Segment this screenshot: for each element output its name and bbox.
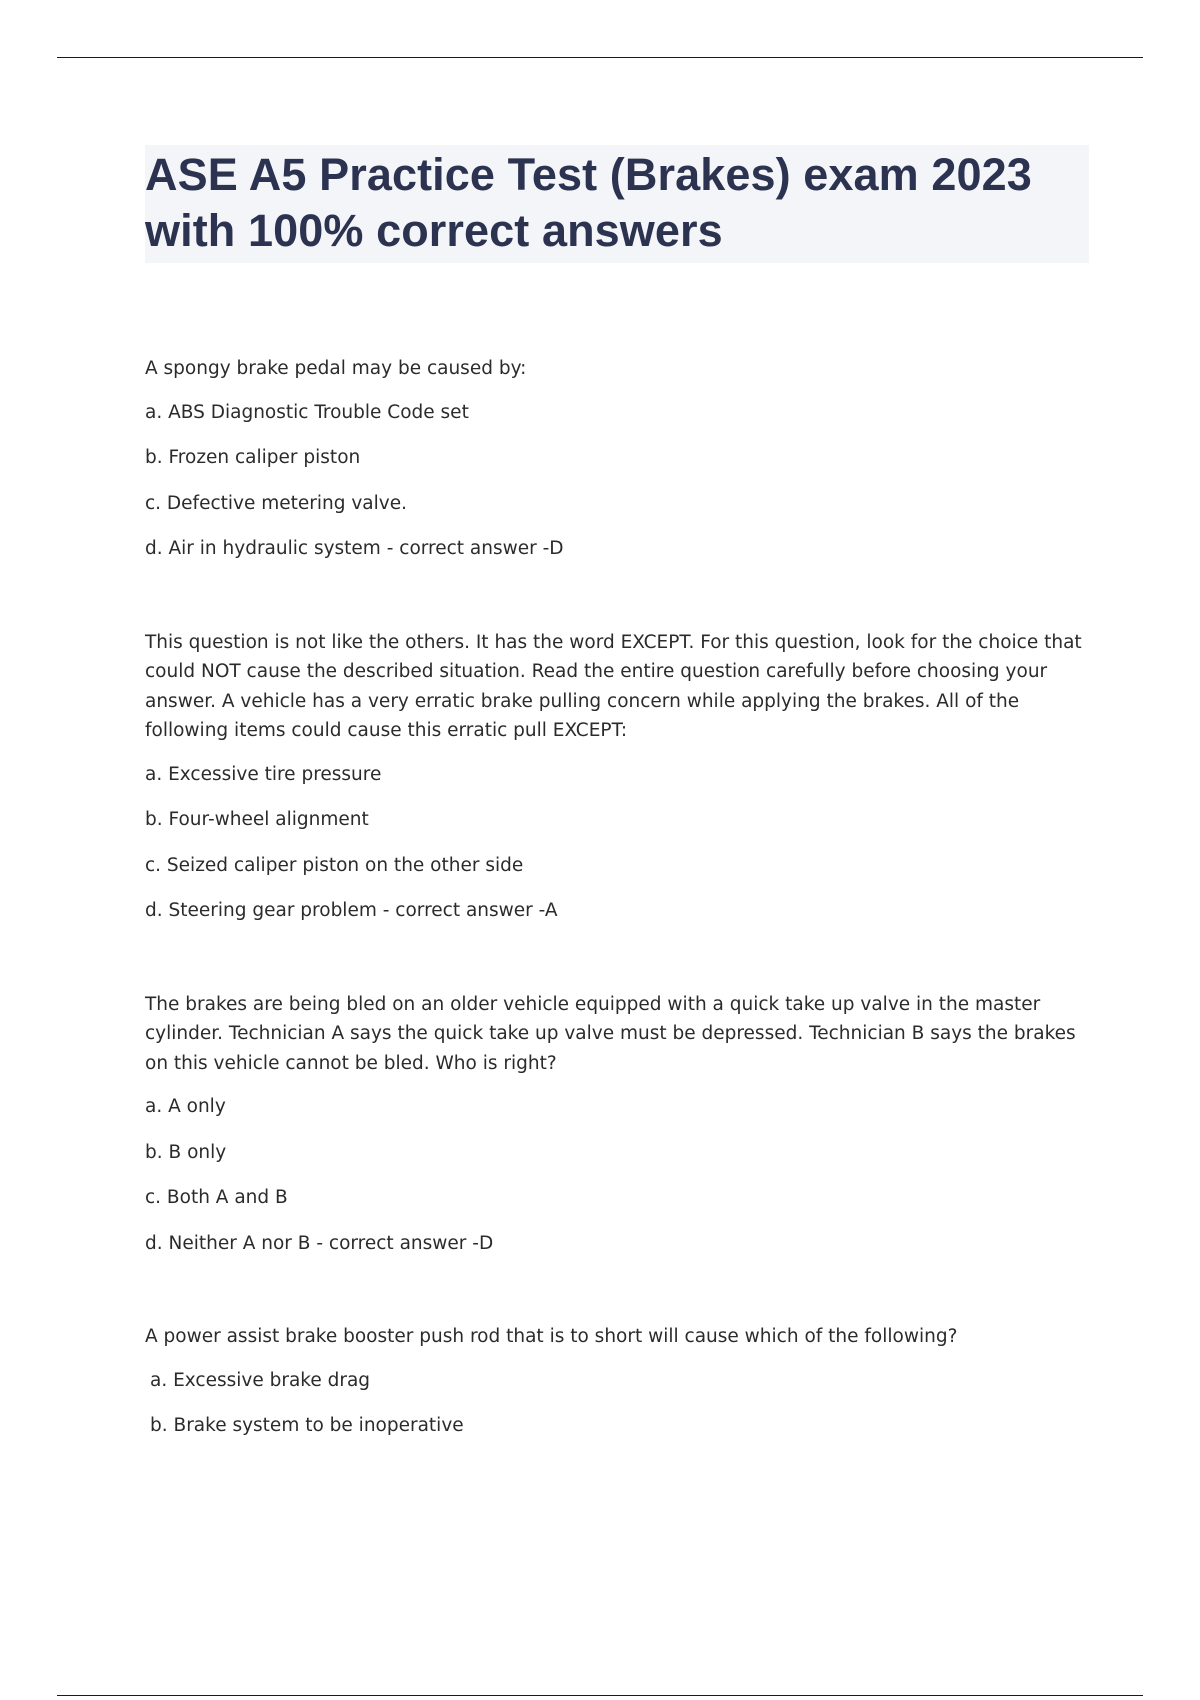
- answer-option: b. Four-wheel alignment: [145, 809, 369, 830]
- document-body: [145, 145, 1089, 1505]
- answer-option: c. Defective metering valve.: [145, 492, 407, 514]
- question-text: This question is not like the others. It has the word EXCEPT. For this question, look for the choice that could NOT cause the described situation. Read the entire question carefully before choosing your answer. A vehicle has a very erratic brake pulling concern while applying the brakes. All of the following items could cause this erratic pull EXCEPT:: [145, 631, 1082, 741]
- top-divider: [57, 57, 1143, 58]
- answer-option: b. B only: [145, 1141, 227, 1163]
- answer-option: a. Excessive brake drag: [150, 1369, 371, 1391]
- question-text: A spongy brake pedal may be caused by:: [145, 358, 527, 379]
- question-3: [145, 990, 1089, 1259]
- answer-option: b. Brake system to be inoperative: [150, 1415, 464, 1436]
- question-text: A power assist brake booster push rod that is to short will cause which of the following?: [145, 1326, 958, 1347]
- answer-option: a. Excessive tire pressure: [145, 763, 382, 785]
- answer-option: a. A only: [145, 1096, 226, 1117]
- answer-option: d. Neither A nor B - correct answer -D: [145, 1232, 494, 1254]
- document-title: ASE A5 Practice Test (Brakes) exam 2023 with 100% correct answers: [145, 149, 1032, 256]
- question-2: [145, 628, 1089, 926]
- answer-option: d. Air in hydraulic system - correct answer -D: [145, 538, 564, 559]
- answer-option: c. Both A and B: [145, 1187, 288, 1208]
- question-1: [145, 354, 1089, 564]
- question-4: [145, 1322, 1089, 1441]
- answer-option: a. ABS Diagnostic Trouble Code set: [145, 401, 469, 423]
- answer-option: d. Steering gear problem - correct answer -A: [145, 900, 558, 921]
- answer-option: c. Seized caliper piston on the other side: [145, 854, 524, 876]
- answer-option: b. Frozen caliper piston: [145, 447, 361, 468]
- question-list: [145, 354, 1089, 1441]
- title-banner: [145, 145, 1089, 263]
- bottom-divider: [57, 1695, 1143, 1696]
- question-text: The brakes are being bled on an older vehicle equipped with a quick take up valve in the master cylinder. Technician A says the quick take up valve must be depressed. Technician B says the brakes on this vehicle cannot be bled. Who is right?: [145, 993, 1076, 1074]
